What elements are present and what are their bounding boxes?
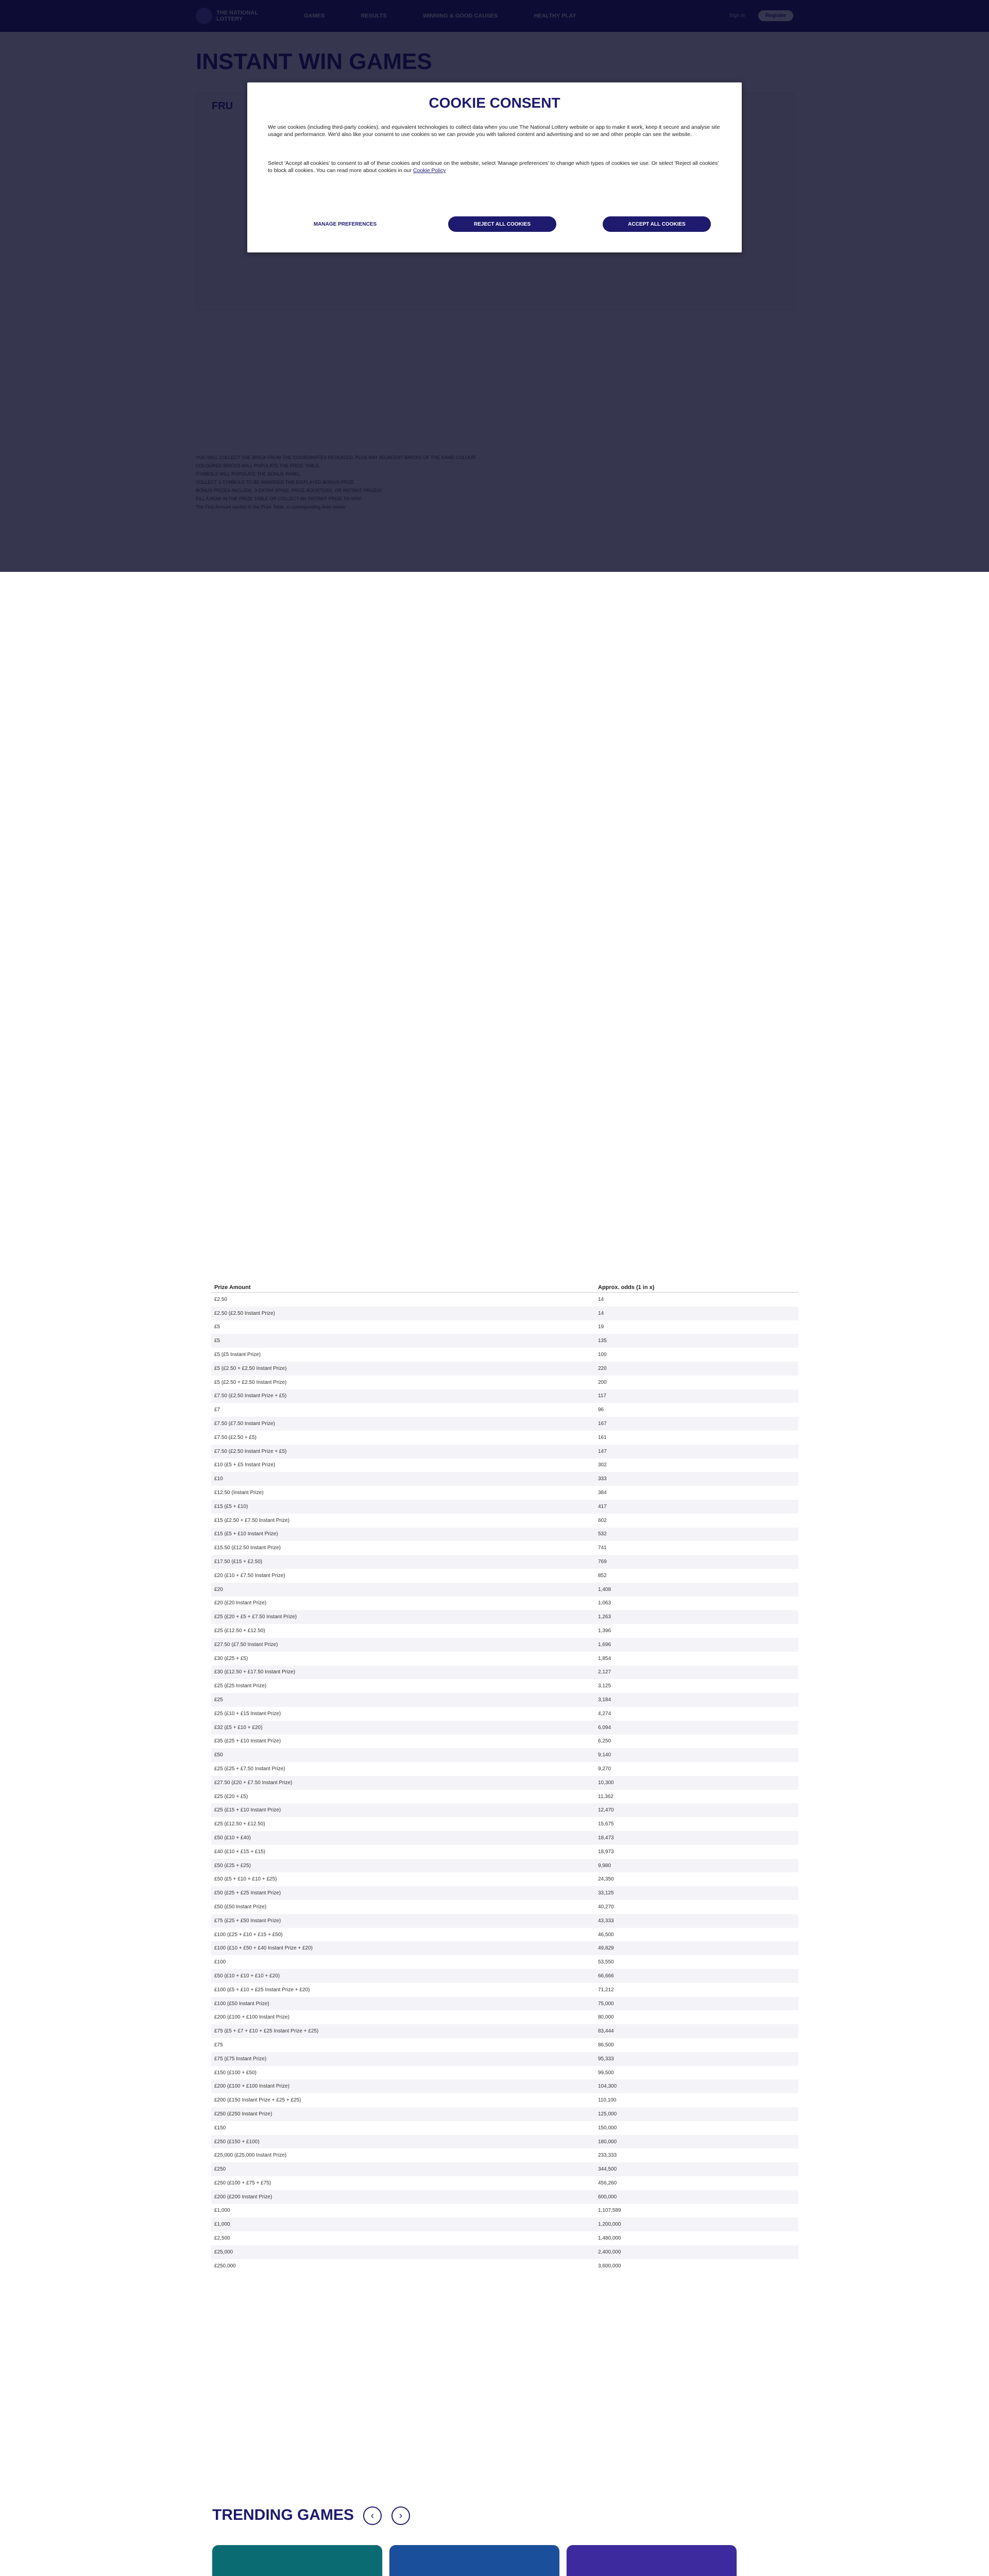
odds-cell: 3,125: [598, 1683, 611, 1689]
odds-cell: 1,696: [598, 1641, 611, 1648]
table-row: [211, 2148, 798, 2162]
odds-cell: 1,263: [598, 1614, 611, 1620]
odds-cell: 6,250: [598, 1738, 611, 1744]
table-row: [211, 1376, 798, 1389]
odds-cell: 6,094: [598, 1724, 611, 1731]
table-row: [211, 1845, 798, 1859]
table-row: [211, 2024, 798, 2038]
table-row: [211, 1417, 798, 1431]
table-row: [211, 1610, 798, 1624]
cookie-para2-text: Select 'Accept all cookies' to consent to all of these cookies and continue on the website, select 'Manage preferences' to change which types of cookies we use. Or select 'Reject all cookies' to block all cookies. You can read more about cookies in our: [268, 160, 719, 174]
trending-title: TRENDING GAMES: [212, 2506, 354, 2523]
table-row: [211, 1362, 798, 1376]
odds-cell: 1,854: [598, 1655, 611, 1662]
table-row: [211, 1569, 798, 1583]
odds-cell: 1,107,589: [598, 2208, 621, 2214]
table-row: [211, 1541, 798, 1555]
odds-cell: 66,666: [598, 1973, 614, 1979]
table-row: [211, 2162, 798, 2176]
prize-amount-cell: £15 (£5 + £10 Instant Prize): [214, 1531, 278, 1537]
odds-cell: 2,400,000: [598, 2249, 621, 2255]
table-row: [211, 1666, 798, 1680]
odds-cell: 19: [598, 1324, 604, 1330]
odds-cell: 14: [598, 1296, 604, 1302]
prize-amount-cell: £15 (£2.50 + £7.50 Instant Prize): [214, 1517, 289, 1523]
odds-cell: 741: [598, 1545, 607, 1551]
prize-amount-cell: £50: [214, 1752, 223, 1758]
prize-amount-cell: £1,000: [214, 2222, 230, 2228]
prize-amount-cell: £10 (£5 + £5 Instant Prize): [214, 1462, 276, 1468]
prize-amount-cell: £7: [214, 1407, 220, 1413]
table-row: [211, 1679, 798, 1693]
prize-amount-cell: £25 (£20 + £5 + £7.50 Instant Prize): [214, 1614, 297, 1620]
table-row: [211, 1997, 798, 2011]
odds-cell: 1,063: [598, 1600, 611, 1606]
odds-cell: 333: [598, 1476, 607, 1482]
table-row: [211, 1403, 798, 1417]
prize-amount-cell: £35 (£25 + £10 Instant Prize): [214, 1738, 281, 1744]
odds-cell: 180,000: [598, 2139, 617, 2145]
prize-amount-cell: £40 (£10 + £15 + £15): [214, 1849, 265, 1855]
cookie-para2: [268, 160, 721, 174]
prize-amount-cell: £27.50 (£20 + £7.50 Instant Prize): [214, 1780, 293, 1786]
prize-amount-cell: £20 (£20 Instant Prize): [214, 1600, 267, 1606]
table-row: [211, 1914, 798, 1928]
reject-all-cookies-button[interactable]: REJECT ALL COOKIES: [448, 216, 556, 232]
odds-cell: 18,973: [598, 1849, 614, 1855]
table-row: [211, 1528, 798, 1541]
prize-amount-cell: £7.50 (£2.50 Instant Prize + £5): [214, 1448, 287, 1454]
odds-cell: 14: [598, 1310, 604, 1316]
prize-amount-cell: £50 (£10 + £10 + £10 + £20): [214, 1973, 280, 1979]
cookie-policy-link[interactable]: Cookie Policy: [413, 167, 446, 174]
table-row: [211, 1707, 798, 1721]
prize-amount-cell: £250 (£100 + £75 + £75): [214, 2180, 271, 2186]
table-row: [211, 1803, 798, 1817]
manage-preferences-button[interactable]: MANAGE PREFERENCES: [313, 221, 377, 227]
cookie-consent-dialog: [247, 82, 742, 252]
prize-amount-cell: £5: [214, 1324, 220, 1330]
prize-amount-cell: £75: [214, 2042, 223, 2048]
odds-cell: 200: [598, 1379, 607, 1385]
odds-cell: 12,470: [598, 1807, 614, 1814]
prize-amount-cell: £17.50 (£15 + £2.50): [214, 1559, 263, 1565]
table-row: [211, 1624, 798, 1638]
prize-amount-cell: £25 (£10 + £15 Instant Prize): [214, 1710, 281, 1717]
odds-cell: 10,300: [598, 1780, 614, 1786]
odds-cell: 117: [598, 1393, 606, 1399]
table-row: [211, 2135, 798, 2149]
odds-cell: 100: [598, 1352, 607, 1358]
prize-amount-cell: £25 (£25 + £7.50 Instant Prize): [214, 1766, 285, 1772]
odds-cell: 1,396: [598, 1628, 611, 1634]
odds-cell: 11,362: [598, 1793, 613, 1800]
prize-amount-cell: £30 (£12.50 + £17.50 Instant Prize): [214, 1669, 296, 1675]
table-row: [211, 2231, 798, 2245]
table-row: [211, 2010, 798, 2024]
table-row: [211, 2066, 798, 2080]
game-art: [212, 2545, 382, 2576]
odds-cell: 125,000: [598, 2111, 617, 2117]
prize-amount-cell: £200 (£200 Instant Prize): [214, 2194, 272, 2200]
odds-cell: 384: [598, 1490, 607, 1496]
odds-cell: 9,270: [598, 1766, 611, 1772]
prize-amount-cell: £5 (£2.50 + £2.50 Instant Prize): [214, 1365, 287, 1371]
prize-amount-cell: £250: [214, 2166, 226, 2173]
odds-cell: 147: [598, 1448, 607, 1454]
table-row: [211, 1762, 798, 1776]
prize-table-header: [211, 1283, 798, 1293]
header-odds: Approx. odds (1 in x): [598, 1284, 655, 1291]
prize-amount-cell: £50 (£25 + £25 Instant Prize): [214, 1890, 281, 1896]
prize-amount-cell: £25 (£12.50 + £12.50): [214, 1628, 265, 1634]
table-row: [211, 1486, 798, 1500]
prize-amount-cell: £5: [214, 1338, 220, 1344]
prize-amount-cell: £50 (£25 + £25): [214, 1862, 251, 1869]
odds-cell: 769: [598, 1559, 607, 1565]
table-row: [211, 2190, 798, 2204]
carousel-prev-button[interactable]: ‹: [363, 2506, 382, 2525]
cookie-title: COOKIE CONSENT: [429, 95, 560, 111]
game-tile[interactable]: [212, 2545, 382, 2576]
prize-amount-cell: £15 (£5 + £10): [214, 1503, 248, 1510]
prize-amount-cell: £25 (£15 + £10 Instant Prize): [214, 1807, 281, 1814]
odds-cell: 9,140: [598, 1752, 611, 1758]
odds-cell: 852: [598, 1572, 607, 1579]
table-row: [211, 1334, 798, 1348]
table-row: [211, 1348, 798, 1362]
prize-amount-cell: £200 (£150 Instant Prize + £25 + £25): [214, 2097, 301, 2104]
odds-cell: 71,212: [598, 1987, 614, 1993]
odds-cell: 3,600,000: [598, 2263, 621, 2269]
prize-amount-cell: £50 (£5 + £10 + £10 + £25): [214, 1876, 277, 1883]
odds-cell: 135: [598, 1338, 607, 1344]
prize-amount-cell: £250 (£250 Instant Prize): [214, 2111, 272, 2117]
prize-amount-cell: £2.50: [214, 1296, 228, 1302]
odds-cell: 86,500: [598, 2042, 614, 2048]
odds-cell: 9,980: [598, 1862, 611, 1869]
prize-amount-cell: £75 (£5 + £7 + £10 + £25 Instant Prize + £25): [214, 2028, 319, 2035]
table-row: [211, 1859, 798, 1873]
odds-cell: 456,260: [598, 2180, 617, 2186]
prize-amount-cell: £75 (£25 + £50 Instant Prize): [214, 1918, 281, 1924]
prize-amount-cell: £5 (£2.50 + £2.50 Instant Prize): [214, 1379, 287, 1385]
prize-amount-cell: £25,000: [214, 2249, 233, 2255]
odds-cell: 302: [598, 1462, 607, 1468]
table-row: [211, 1955, 798, 1969]
prize-amount-cell: £2.50 (£2.50 Instant Prize): [214, 1310, 275, 1316]
table-row: [211, 2259, 798, 2273]
table-row: [211, 2038, 798, 2052]
prize-amount-cell: £10: [214, 1476, 223, 1482]
prize-amount-cell: £100 (£10 + £50 + £40 Instant Prize + £20): [214, 1945, 313, 1952]
prize-amount-cell: £250 (£150 + £100): [214, 2139, 260, 2145]
odds-cell: 43,333: [598, 1918, 614, 1924]
prize-amount-cell: £1,000: [214, 2208, 230, 2214]
prize-amount-cell: £7.50 (£7.50 Instant Prize): [214, 1421, 275, 1427]
prize-amount-cell: £100: [214, 1959, 226, 1965]
table-row: [211, 2052, 798, 2066]
accept-all-cookies-button[interactable]: ACCEPT ALL COOKIES: [603, 216, 711, 232]
odds-cell: 49,829: [598, 1945, 614, 1952]
prize-amount-cell: £25 (£20 + £5): [214, 1793, 248, 1800]
table-row: [211, 1983, 798, 1997]
odds-cell: 150,000: [598, 2125, 617, 2131]
odds-cell: 2,127: [598, 1669, 611, 1675]
table-row: [211, 1431, 798, 1445]
table-row: [211, 1320, 798, 1334]
odds-cell: 417: [598, 1503, 607, 1510]
odds-cell: 80,000: [598, 2014, 614, 2021]
table-row: [211, 1500, 798, 1514]
table-row: [211, 1459, 798, 1472]
odds-cell: 600,000: [598, 2194, 617, 2200]
table-row: [211, 2176, 798, 2190]
prize-amount-cell: £25 (£12.50 + £12.50): [214, 1821, 265, 1827]
game-tile[interactable]: [567, 2545, 737, 2576]
odds-cell: 602: [598, 1517, 607, 1523]
table-row: [211, 2204, 798, 2218]
prize-amount-cell: £12.50 (Instant Prize): [214, 1490, 264, 1496]
prize-table: [211, 1283, 798, 2273]
prize-amount-cell: £150 (£100 + £50): [214, 2070, 257, 2076]
odds-cell: 15,675: [598, 1821, 614, 1827]
prize-amount-cell: £100 (£50 Instant Prize): [214, 2001, 269, 2007]
table-row: [211, 1872, 798, 1886]
table-row: [211, 1555, 798, 1569]
odds-cell: 161: [598, 1434, 607, 1440]
odds-cell: 1,200,000: [598, 2222, 621, 2228]
prize-amount-cell: £50 (£50 Instant Prize): [214, 1904, 267, 1910]
table-row: [211, 1831, 798, 1845]
odds-cell: 18,473: [598, 1835, 614, 1841]
table-row: [211, 2245, 798, 2259]
table-row: [211, 1693, 798, 1707]
odds-cell: 95,333: [598, 2056, 614, 2062]
table-row: [211, 1389, 798, 1403]
odds-cell: 24,350: [598, 1876, 614, 1883]
prize-amount-cell: £30 (£25 + £5): [214, 1655, 248, 1662]
prize-amount-cell: £32 (£5 + £10 + £20): [214, 1724, 263, 1731]
prize-amount-cell: £5 (£5 Instant Prize): [214, 1352, 261, 1358]
table-row: [211, 1817, 798, 1831]
prize-amount-cell: £200 (£100 + £100 Instant Prize): [214, 2014, 289, 2021]
prize-amount-cell: £100 (£25 + £10 + £15 + £50): [214, 1931, 283, 1938]
carousel-next-button[interactable]: ›: [391, 2506, 410, 2525]
game-art: [567, 2545, 737, 2576]
odds-cell: 83,444: [598, 2028, 614, 2035]
header-prize-amount: Prize Amount: [214, 1284, 251, 1291]
table-row: [211, 1597, 798, 1611]
game-tile[interactable]: [389, 2545, 559, 2576]
odds-cell: 53,550: [598, 1959, 614, 1965]
prize-amount-cell: £200 (£100 + £100 Instant Prize): [214, 2083, 289, 2090]
table-row: [211, 1776, 798, 1790]
prize-amount-cell: £20 (£10 + £7.50 Instant Prize): [214, 1572, 285, 1579]
prize-amount-cell: £250,000: [214, 2263, 236, 2269]
table-row: [211, 2093, 798, 2107]
table-row: [211, 1735, 798, 1749]
table-row: [211, 1472, 798, 1486]
table-row: [211, 1514, 798, 1528]
odds-cell: 75,000: [598, 2001, 614, 2007]
prize-amount-cell: £15.50 (£12.50 Instant Prize): [214, 1545, 281, 1551]
cookie-para1: We use cookies (including third-party cookies), and equivalent technologies to collect data when you use The National Lottery website or app to make it work, keep it secure and analyse site usage and performance. We'd also like your consent to use cookies so we can provide you with tailored content and advertising and so we and other people can see the website.: [268, 124, 720, 138]
odds-cell: 110,100: [598, 2097, 617, 2104]
prize-amount-cell: £50 (£10 + £40): [214, 1835, 251, 1841]
game-art: [389, 2545, 559, 2576]
table-row: [211, 2121, 798, 2135]
table-row: [211, 1652, 798, 1666]
table-row: [211, 1969, 798, 1983]
table-row: [211, 1928, 798, 1942]
odds-cell: 96: [598, 1407, 604, 1413]
odds-cell: 3,184: [598, 1697, 611, 1703]
prize-amount-cell: £2,500: [214, 2235, 230, 2242]
prize-amount-cell: £150: [214, 2125, 226, 2131]
odds-cell: 532: [598, 1531, 607, 1537]
table-row: [211, 1748, 798, 1762]
table-row: [211, 1445, 798, 1459]
odds-cell: 344,500: [598, 2166, 617, 2173]
odds-cell: 233,333: [598, 2153, 617, 2159]
odds-cell: 104,300: [598, 2083, 617, 2090]
prize-amount-cell: £25 (£25 Instant Prize): [214, 1683, 267, 1689]
prize-amount-cell: £7.50 (£2.50 + £5): [214, 1434, 257, 1440]
odds-cell: 220: [598, 1365, 607, 1371]
table-row: [211, 2107, 798, 2121]
prize-amount-cell: £25: [214, 1697, 223, 1703]
odds-cell: 46,500: [598, 1931, 614, 1938]
odds-cell: 4,274: [598, 1710, 611, 1717]
table-row: [211, 1941, 798, 1955]
table-row: [211, 1293, 798, 1307]
prize-amount-cell: £27.50 (£7.50 Instant Prize): [214, 1641, 278, 1648]
table-row: [211, 1886, 798, 1900]
odds-cell: 167: [598, 1421, 607, 1427]
table-row: [211, 1721, 798, 1735]
table-row: [211, 2217, 798, 2231]
table-row: [211, 1583, 798, 1597]
prize-amount-cell: £20: [214, 1586, 223, 1592]
table-row: [211, 1307, 798, 1320]
prize-amount-cell: £100 (£5 + £10 + £25 Instant Prize + £20): [214, 1987, 310, 1993]
prize-amount-cell: £25,000 (£25,000 Instant Prize): [214, 2153, 287, 2159]
odds-cell: 40,270: [598, 1904, 614, 1910]
odds-cell: 99,500: [598, 2070, 614, 2076]
table-row: [211, 1638, 798, 1652]
prize-amount-cell: £75 (£75 Instant Prize): [214, 2056, 267, 2062]
odds-cell: 33,125: [598, 1890, 614, 1896]
prize-amount-cell: £7.50 (£2.50 Instant Prize + £5): [214, 1393, 287, 1399]
table-row: [211, 2079, 798, 2093]
table-row: [211, 1790, 798, 1804]
odds-cell: 1,480,000: [598, 2235, 621, 2242]
odds-cell: 1,408: [598, 1586, 611, 1592]
table-row: [211, 1900, 798, 1914]
